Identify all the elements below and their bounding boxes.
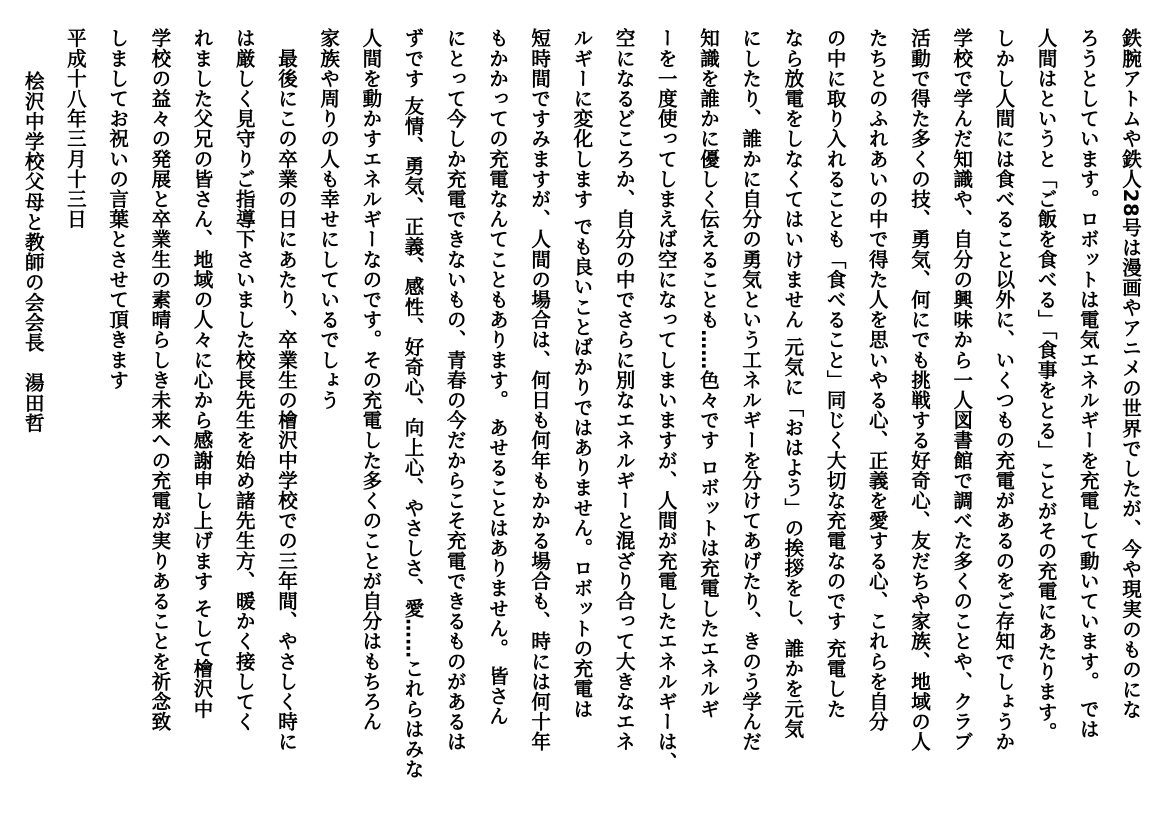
text-line: 鉄腕アトムや鉄人28号は漫画やアニメの世界でしたが、今や現実のものにな <box>1119 28 1142 720</box>
signature-line: 桧沢中学校父母と教師の会会長 湯田哲 <box>21 70 45 433</box>
text-line: ろうとしています。ロボットは電気エネルギーを充電して動いています。 では <box>1076 28 1100 739</box>
text-line: 学校の益々の発展と卒業生の素晴らしき未来への充電が実りあることを祈念致 <box>148 28 172 732</box>
date-line: 平成十八年三月十三日 <box>63 28 87 229</box>
text-line: ルギーに変化します でも良いことばかりではありません。ロボットの充電は <box>570 28 594 719</box>
text-line: 人間はというと「ご飯を食べる」「食事をとる」ことがその充電にあたります。 <box>1034 28 1058 742</box>
text-line: なら放電をしなくてはいけません 元気に「おはよう」の挨拶をし、誰かを元気 <box>781 28 805 739</box>
text-line: れました父兄の皆さん、地域の人々に心から感謝申し上げます そして檜沢中 <box>190 28 214 719</box>
text-line: 学校で学んだ知識や、自分の興味から一人図書館で調べた多くのことや、クラブ <box>950 28 974 752</box>
text-line: にしたり、誰かに自分の勇気という工ネルギーを分けてあげたり、きのう学んだ <box>739 28 763 752</box>
text-line: しかし人間には食べること以外に、いくつもの充電があるのをご存知でしょうか <box>992 28 1016 752</box>
text-line: もかかっての充電なんてこともあります。 あせることはありません。 皆さん <box>485 28 509 727</box>
text-line: ーを一度使ってしまえば空になってしまいますが、人間が充電したエネルギーは、 <box>654 28 678 772</box>
text-line: は厳しく見守りご指導下さいました校長先生を始め諸先生方、暖かく接してく <box>232 28 256 732</box>
text-line: しましてお祝いの言葉とさせて頂きます <box>106 28 130 390</box>
vertical-text-block <box>12 28 1151 818</box>
text-line: 家族や周りの人も幸せにしているでしょう <box>317 28 341 410</box>
text-line: 人間を動かすエネルギーなのです。その充電した多くのことが自分はもちろん <box>359 28 383 732</box>
text-line: 活動で得た多くの技、勇気、何にでも挑戦する好奇心、友だちや家族、地域の人 <box>907 28 931 752</box>
text-line: の中に取り入れることも「食べること」同じく大切な充電なのです 充電した <box>823 28 847 719</box>
text-line: ずです 友情、勇気、正義、感性、好奇心、向上心、やさしさ、愛……これらはみな <box>401 28 425 780</box>
text-line: 空になるどころか、自分の中でさらに別なエネルギーと混ざり合って大きなエネ <box>612 28 636 752</box>
text-line: にとって今しか充電できないもの、青春の今だからこそ充電できるものがあるは <box>443 28 467 752</box>
text-line: 最後にこの卒業の日にあたり、卒業生の檜沢中学校での三年間、やさしく時に <box>274 28 298 752</box>
text-line: 知識を誰かに優しく伝えることも……色々です ロボットは充電したエネルギ <box>696 28 720 719</box>
text-line: たちとのふれあいの中で得た人を思いやる心、正義を愛する心、これらを自分 <box>865 28 889 732</box>
text-line: 短時間ですみますが、人間の場合は、何日も何年もかかる場合も、時には何十年 <box>528 28 552 752</box>
